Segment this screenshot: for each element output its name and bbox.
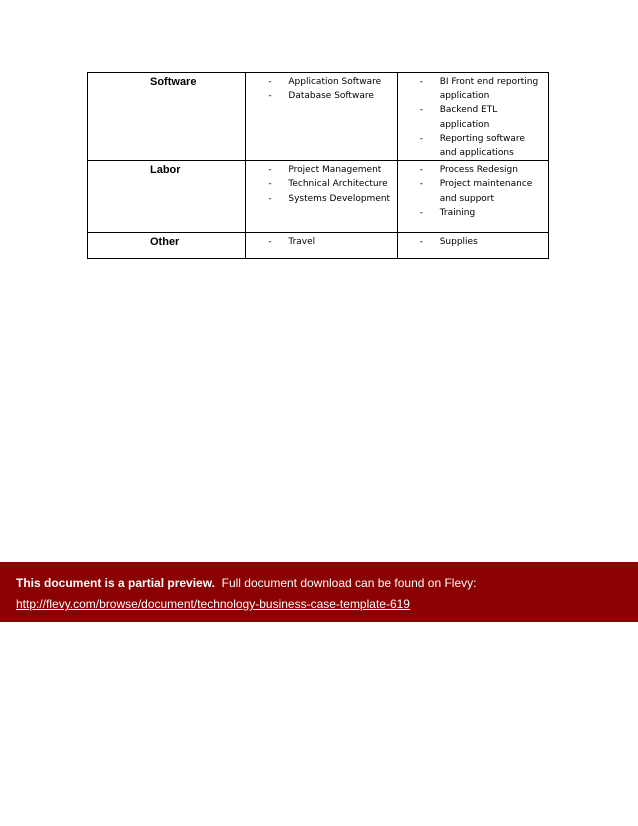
category-cell — [88, 233, 246, 259]
items-cell — [397, 161, 548, 233]
bullet-dash: - — [419, 77, 423, 87]
list-item: - Technical Architecture — [246, 177, 392, 191]
category-cell — [88, 161, 246, 233]
list-item: - Supplies — [398, 235, 544, 249]
list-item: - Systems Development — [246, 192, 392, 206]
list-item: - Database Software — [246, 89, 392, 103]
bullet-dash: - — [268, 237, 272, 248]
table-row-labor — [88, 161, 549, 233]
banner-normal-text: Full document download can be found on Flevy: — [221, 576, 477, 590]
list-item: - Process Redesign — [398, 163, 544, 177]
table-row-other — [88, 233, 549, 259]
bullet-dash: - — [419, 105, 423, 116]
bullet-dash: - — [419, 237, 423, 248]
table-row-software — [88, 73, 549, 161]
items-cell — [246, 233, 397, 259]
list-item: - Project maintenance and support — [398, 177, 544, 205]
items-cell — [246, 161, 397, 233]
list-item: - Application Software — [246, 75, 392, 89]
bullet-dash: - — [419, 207, 423, 218]
bullet-dash: - — [268, 77, 272, 87]
bullet-dash: - — [268, 165, 272, 176]
banner-bold-text: This document is a partial preview. — [16, 576, 215, 590]
items-cell — [246, 73, 397, 161]
item-list — [398, 233, 548, 249]
category-label-software: Software — [150, 76, 197, 88]
list-item: - BI Front end reporting application — [398, 75, 544, 103]
list-item: - Training — [398, 206, 544, 220]
bullet-dash: - — [268, 179, 272, 190]
bullet-dash: - — [419, 165, 423, 176]
cost-table — [87, 72, 549, 259]
preview-banner — [0, 562, 638, 622]
items-cell — [397, 233, 548, 259]
category-label-other: Other — [150, 236, 180, 249]
list-item: - Project Management — [246, 163, 392, 177]
category-label-labor: Labor — [150, 164, 181, 177]
list-item: - Travel — [246, 235, 392, 249]
items-cell — [397, 73, 548, 161]
item-list — [246, 161, 396, 206]
item-list — [398, 73, 548, 160]
bullet-dash: - — [419, 133, 423, 144]
item-list — [246, 233, 396, 249]
download-link[interactable]: http://flevy.com/browse/document/technology-business-case-template-619 — [16, 597, 410, 611]
list-item: - Reporting software and applications — [398, 132, 544, 160]
item-list — [398, 161, 548, 220]
category-cell — [88, 73, 246, 161]
list-item: - Backend ETL application — [398, 103, 544, 131]
bullet-dash: - — [268, 91, 272, 102]
item-list — [246, 73, 396, 103]
bullet-dash: - — [268, 193, 272, 204]
bullet-dash: - — [419, 179, 423, 190]
banner-message — [16, 576, 476, 590]
